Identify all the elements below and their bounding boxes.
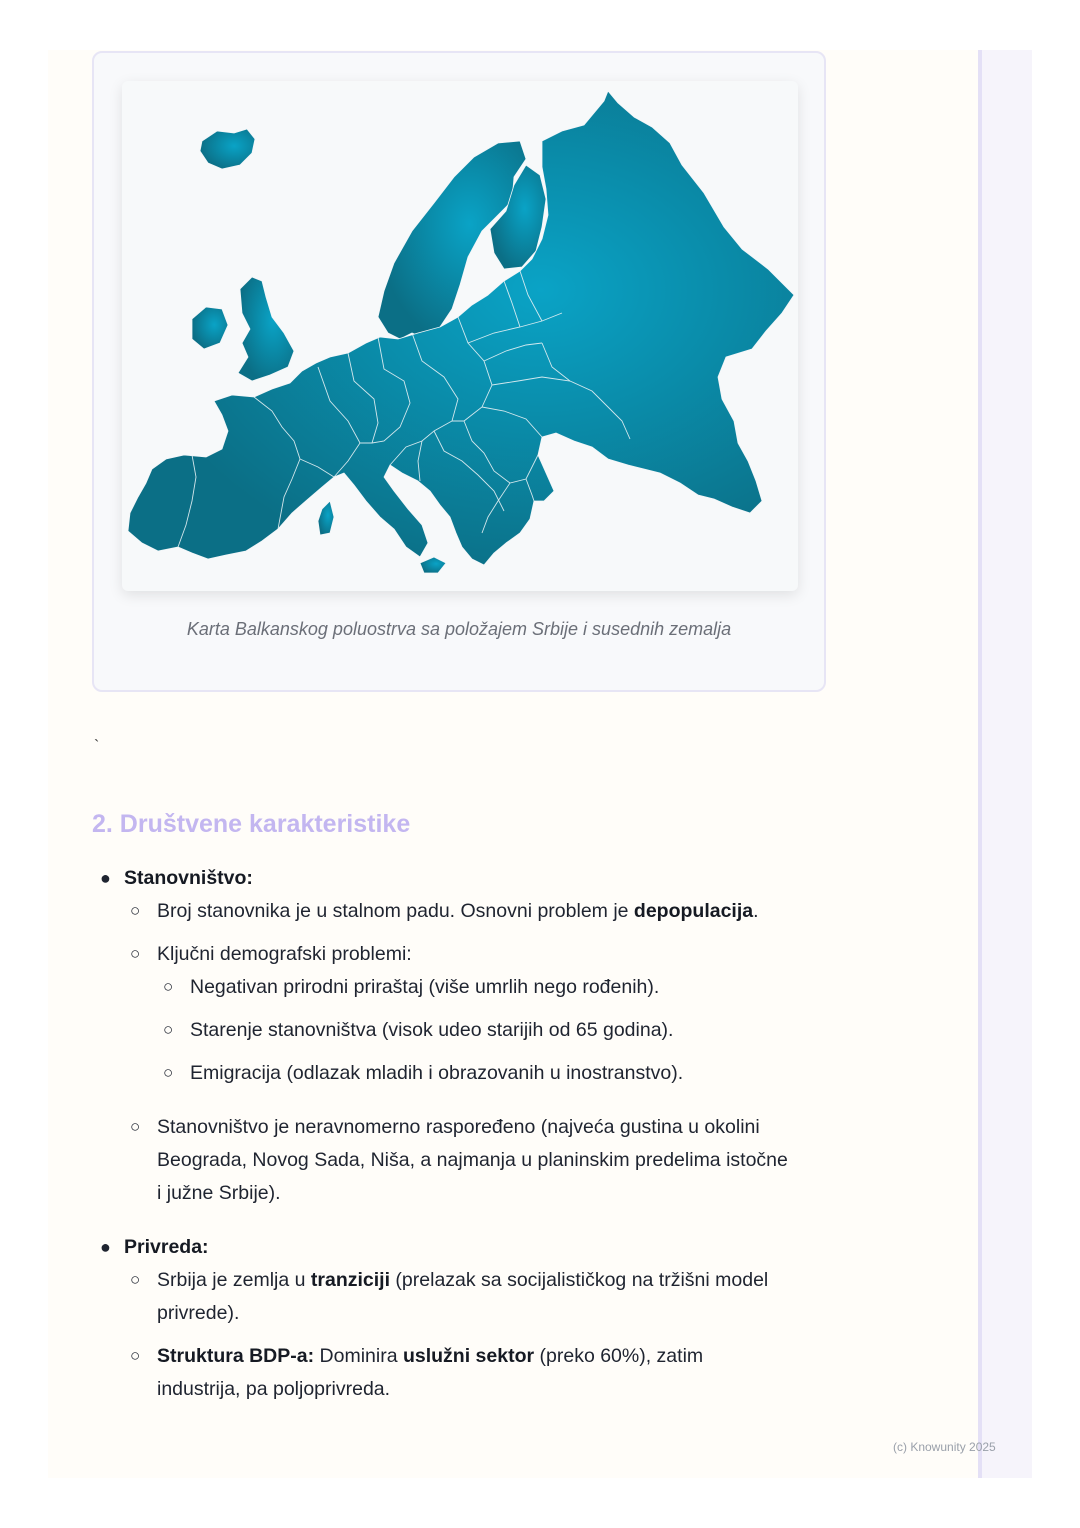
map-figure-card	[92, 51, 826, 692]
europe-map-graphic	[122, 81, 798, 591]
list-item-stanovnistvo	[92, 862, 852, 895]
list-item: ○ Ključni demografski problemi:	[92, 938, 852, 971]
sicily-shape	[420, 557, 446, 573]
bullet-circle: ○	[130, 944, 141, 963]
list-item: ○ Broj stanovnika je u stalnom padu. Osnovni problem je depopulacija.	[92, 895, 852, 928]
iceland-shape	[200, 129, 255, 169]
map-caption: Karta Balkanskog poluostrva sa položajem Srbije i susednih zemalja	[186, 619, 732, 639]
bullet-circle: ○	[163, 977, 174, 996]
bullet-circle: ○	[130, 901, 141, 920]
stray-mark: `	[94, 738, 100, 755]
great-britain-shape	[238, 277, 294, 381]
content-list	[92, 862, 852, 1406]
list-item-privreda	[92, 1231, 852, 1264]
right-sidebar	[978, 50, 1032, 1478]
bullet-circle: ○	[130, 1346, 141, 1365]
heading-stanovnistvo: Stanovništvo:	[124, 867, 253, 889]
bullet-circle: ○	[163, 1020, 174, 1039]
ireland-shape	[192, 307, 228, 349]
sub-list-item: ○ Starenje stanovništva (visok udeo starijih od 65 godina).	[92, 1014, 852, 1047]
bullet-circle: ○	[130, 1270, 141, 1289]
section-title: 2. Društvene karakteristike	[92, 810, 411, 838]
heading-privreda: Privreda:	[124, 1236, 209, 1258]
bullet-circle: ○	[163, 1063, 174, 1082]
bullet-circle: ○	[130, 1117, 141, 1136]
list-item: ○ Srbija je zemlja u tranziciji (prelazak sa socijalističkog na tržišni model privrede).	[92, 1264, 852, 1330]
bullet-dot: ●	[100, 868, 111, 888]
list-item: ○ Struktura BDP-a: Dominira uslužni sektor (preko 60%), zatim industrija, pa poljoprivreda.	[92, 1340, 852, 1406]
sardinia-shape	[318, 501, 334, 535]
bullet-dot: ●	[100, 1237, 111, 1257]
sub-list-item: ○ Negativan prirodni priraštaj (više umrlih nego rođenih).	[92, 971, 852, 1004]
sub-list-item: ○ Emigracija (odlazak mladih i obrazovanih u inostranstvo).	[92, 1057, 852, 1090]
europe-map	[122, 81, 798, 591]
list-item: ○ Stanovništvo je neravnomerno raspoređeno (najveća gustina u okolini Beograda, Novog Sada, Niša, a najmanja u planinskim predelima istočne i južne Srbije).	[92, 1111, 852, 1210]
footer-copyright: (c) Knowunity 2025	[893, 1440, 996, 1454]
